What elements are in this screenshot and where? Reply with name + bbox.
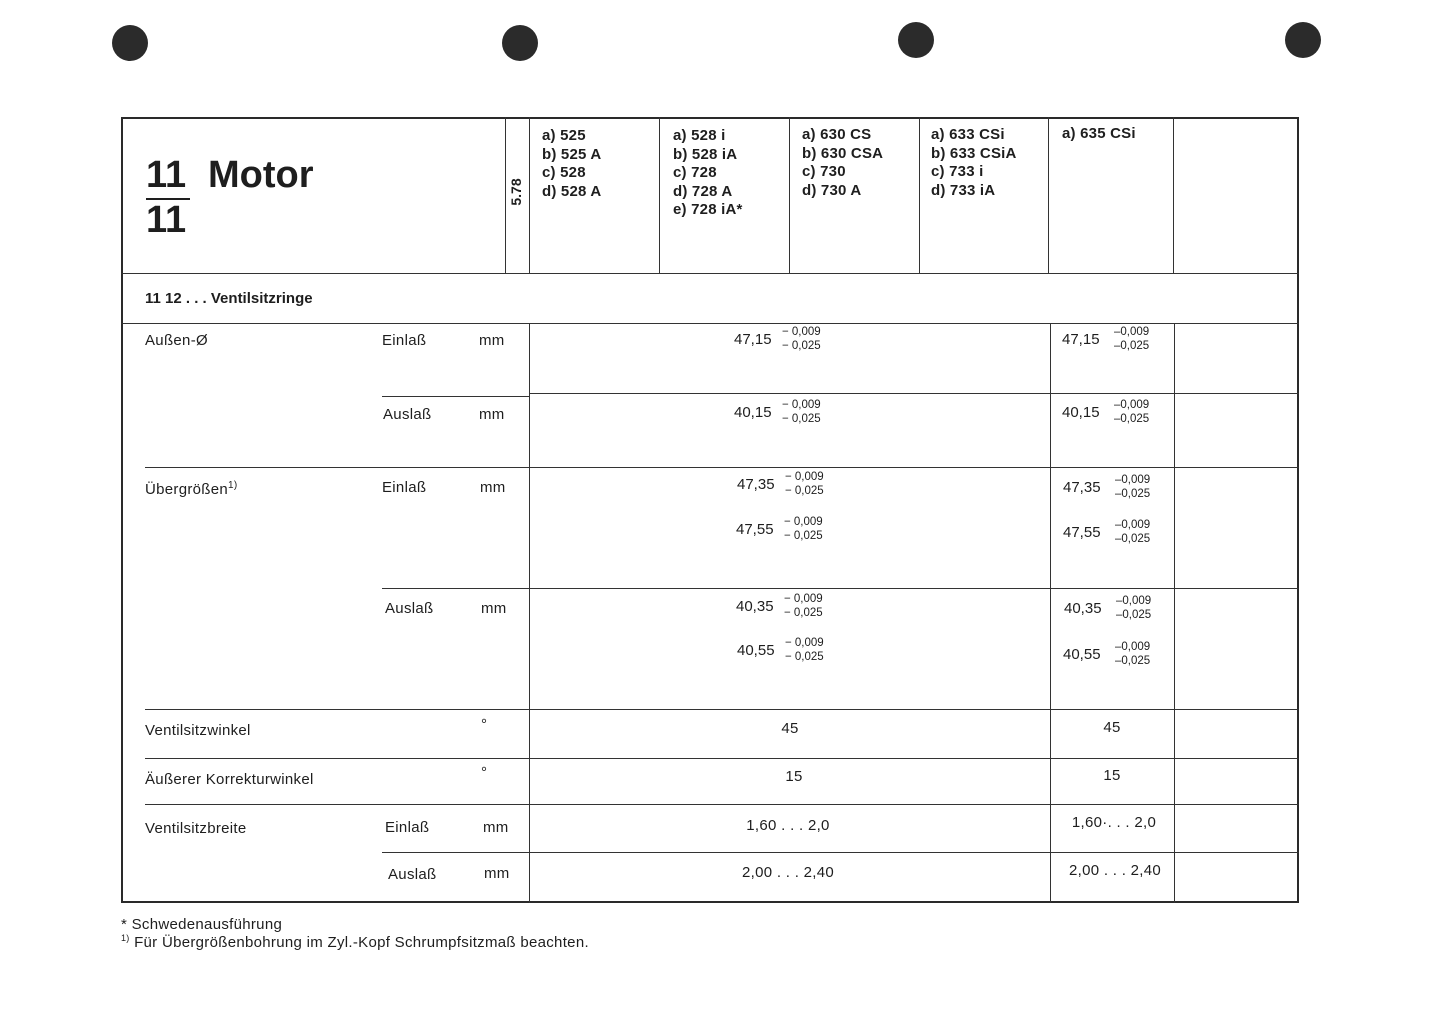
punch-hole <box>1285 22 1321 58</box>
model-column-2: a) 528 i b) 528 iA c) 728 d) 728 A e) 728 iA* <box>673 127 743 218</box>
unit-label: mm <box>484 865 510 882</box>
unit-label: mm <box>481 600 507 617</box>
sub-label-auslass: Auslaß <box>385 600 434 617</box>
footnote-text: Für Übergrößenbohrung im Zyl.-Kopf Schrumpfsitzmaß beachten. <box>134 934 589 951</box>
row-label-ventilsitzbreite: Ventilsitzbreite <box>145 820 247 837</box>
upper-tolerance: − 0,009 <box>782 399 821 411</box>
footnote-star: * Schwedenausführung <box>121 916 283 933</box>
nominal-value: 47,35 <box>737 476 775 493</box>
tolerance-value <box>734 325 844 357</box>
divider <box>1173 117 1174 274</box>
divider <box>382 588 1299 589</box>
model-column-1: a) 525 b) 525 A c) 528 d) 528 A <box>542 127 602 200</box>
nominal-value: 40,35 <box>1064 600 1102 617</box>
lower-tolerance: − 0,025 <box>784 607 823 619</box>
unit-label: ° <box>481 764 488 781</box>
punch-hole <box>502 25 538 61</box>
lower-tolerance: –0,025 <box>1116 609 1152 621</box>
unit-label: mm <box>483 819 509 836</box>
upper-tolerance: − 0,009 <box>785 637 824 649</box>
lower-tolerance: –0,025 <box>1114 340 1150 352</box>
nominal-value: 47,15 <box>1062 331 1100 348</box>
lower-tolerance: − 0,025 <box>782 413 821 425</box>
chapter-number-bottom: 11 <box>146 199 187 241</box>
value-cell: 45 <box>781 720 799 737</box>
lower-tolerance: –0,025 <box>1115 488 1151 500</box>
divider <box>529 323 530 903</box>
unit-label: mm <box>479 332 505 349</box>
tolerance-value <box>737 470 847 502</box>
value-cell: 15 <box>1103 767 1121 784</box>
value-cell: 15 <box>785 768 803 785</box>
punch-hole <box>112 25 148 61</box>
upper-tolerance: –0,009 <box>1116 595 1152 607</box>
upper-tolerance: –0,009 <box>1115 519 1151 531</box>
model-column-5: a) 635 CSi <box>1062 125 1136 142</box>
lower-tolerance: − 0,025 <box>782 340 821 352</box>
model-column-3: a) 630 CS b) 630 CSA c) 730 d) 730 A <box>802 126 884 199</box>
sub-label-einlass: Einlaß <box>385 819 430 836</box>
divider <box>145 709 1299 710</box>
value-cell: 2,00 . . . 2,40 <box>1068 862 1162 879</box>
sub-label-einlass: Einlaß <box>382 332 427 349</box>
footnote-mark: 1) <box>121 933 130 943</box>
divider <box>919 117 920 274</box>
tolerance-value <box>1063 640 1173 672</box>
upper-tolerance: − 0,009 <box>784 593 823 605</box>
divider <box>659 117 660 274</box>
divider <box>382 396 529 397</box>
tolerance-value <box>1063 518 1173 550</box>
upper-tolerance: − 0,009 <box>782 326 821 338</box>
model-column-4: a) 633 CSi b) 633 CSiA c) 733 i d) 733 iA <box>931 126 1017 199</box>
lower-tolerance: − 0,025 <box>785 651 824 663</box>
punch-hole <box>898 22 934 58</box>
unit-label: ° <box>481 716 488 733</box>
divider <box>121 323 1299 324</box>
row-label-text: Übergrößen <box>145 481 229 498</box>
nominal-value: 47,55 <box>736 521 774 538</box>
section-title: 11 12 . . . Ventilsitzringe <box>145 290 313 307</box>
sub-label-auslass: Auslaß <box>388 866 437 883</box>
unit-label: mm <box>479 406 505 423</box>
nominal-value: 40,35 <box>736 598 774 615</box>
divider <box>382 852 1299 853</box>
tolerance-value <box>1062 325 1172 357</box>
lower-tolerance: − 0,025 <box>785 485 824 497</box>
divider <box>1048 117 1049 274</box>
sub-label-auslass: Auslaß <box>383 406 432 423</box>
unit-label: mm <box>480 479 506 496</box>
upper-tolerance: –0,009 <box>1114 399 1150 411</box>
tolerance-value <box>736 592 846 624</box>
row-label-aussen: Außen-Ø <box>145 332 208 349</box>
page-title: Motor <box>208 154 314 196</box>
tolerance-value <box>737 636 847 668</box>
tolerance-value <box>1063 473 1173 505</box>
value-cell: 2,00 . . . 2,40 <box>741 864 835 881</box>
footnote-one <box>121 933 589 951</box>
divider <box>145 758 1299 759</box>
tolerance-value <box>1062 398 1172 430</box>
nominal-value: 47,35 <box>1063 479 1101 496</box>
row-label-korrekturwinkel: Äußerer Korrekturwinkel <box>145 771 314 788</box>
tolerance-value <box>734 398 844 430</box>
footnote-mark: 1) <box>228 480 238 491</box>
divider <box>789 117 790 274</box>
nominal-value: 47,15 <box>734 331 772 348</box>
divider <box>145 804 1299 805</box>
upper-tolerance: –0,009 <box>1115 474 1151 486</box>
upper-tolerance: − 0,009 <box>784 516 823 528</box>
nominal-value: 40,55 <box>1063 646 1101 663</box>
lower-tolerance: –0,025 <box>1114 413 1150 425</box>
value-cell: 1,60 . . . 2,0 <box>746 817 830 834</box>
tolerance-value <box>1064 594 1174 626</box>
row-label-uebergroessen <box>145 480 238 498</box>
nominal-value: 40,55 <box>737 642 775 659</box>
divider <box>529 117 530 274</box>
upper-tolerance: –0,009 <box>1115 641 1151 653</box>
nominal-value: 47,55 <box>1063 524 1101 541</box>
value-cell: 45 <box>1103 719 1121 736</box>
divider <box>121 273 1299 274</box>
upper-tolerance: –0,009 <box>1114 326 1150 338</box>
sub-label-einlass: Einlaß <box>382 479 427 496</box>
tolerance-value <box>736 515 846 547</box>
upper-tolerance: − 0,009 <box>785 471 824 483</box>
nominal-value: 40,15 <box>1062 404 1100 421</box>
row-label-ventilsitzwinkel: Ventilsitzwinkel <box>145 722 251 739</box>
value-cell: 1,60·. . . 2,0 <box>1071 814 1157 831</box>
lower-tolerance: –0,025 <box>1115 655 1151 667</box>
chapter-number-top: 11 <box>146 154 187 196</box>
divider <box>145 467 1299 468</box>
lower-tolerance: –0,025 <box>1115 533 1151 545</box>
divider <box>529 393 1299 394</box>
nominal-value: 40,15 <box>734 404 772 421</box>
divider <box>505 117 506 274</box>
lower-tolerance: − 0,025 <box>784 530 823 542</box>
date-code: 5.78 <box>508 178 524 206</box>
